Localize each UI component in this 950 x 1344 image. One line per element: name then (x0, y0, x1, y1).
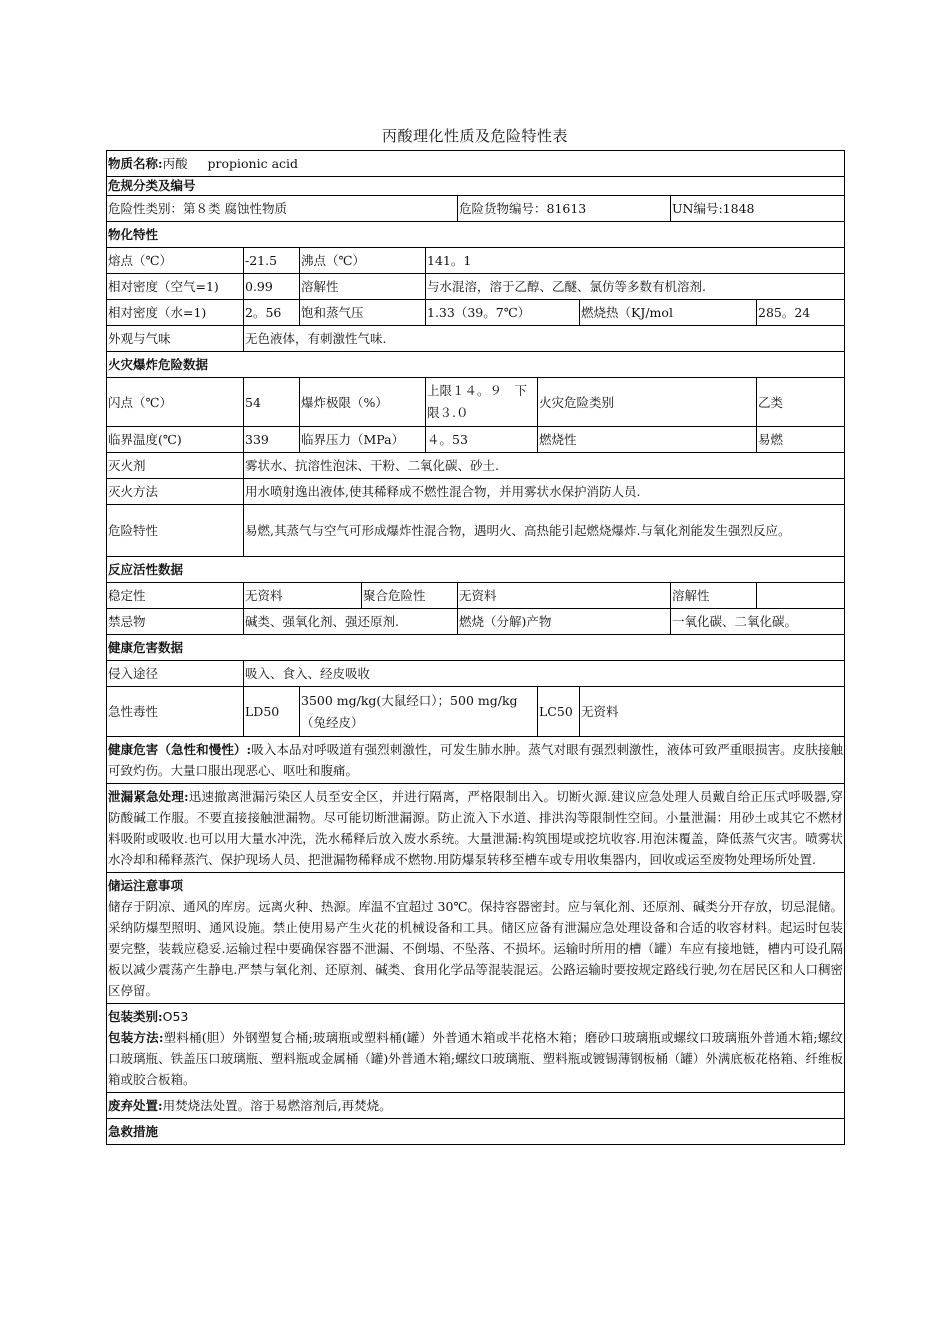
page-title: 丙酸理化性质及危险特性表 (381, 127, 568, 145)
section-health: 健康危害数据 (107, 635, 845, 661)
polymerization-value: 无资料 (458, 583, 671, 609)
packaging-class-label: 包装类别: (108, 1009, 163, 1024)
explosion-limit-value: 上限１４。９ 下限３.０ (426, 378, 538, 427)
melting-point-value: -21.5 (244, 248, 300, 274)
exposure-route-value: 吸入、食入、经皮吸收 (244, 661, 845, 687)
vapor-density-label: 相对密度（空气=1) (107, 274, 244, 300)
storage-text: 储存于阴凉、通风的库房。远离火种、热源。库温不宜超过 30℃。保持容器密封。应与氧化剂、还原剂、碱类分开存放，切忌混储。采纳防爆型照明、通风设施。禁止使用易产生火花的机械设备和工具。储区应备有泄漏应急处理设备和合适的收容材料。起运时包装要完整，装载应稳妥.运输过程中要确保容器不泄漏、不倒塌、不坠落、不损坏。运输时所用的槽（罐）车应有接地链，槽内可设孔隔板以减少震荡产生静电.严禁与氧化剂、还原剂、碱类、食用化学品等混装混运。公路运输时要按规定路线行驶,勿在居民区和人口稠密区停留。 (108, 899, 844, 998)
lc50-label: LC50 (538, 687, 580, 737)
storage-paragraph (107, 873, 845, 1004)
dangerous-goods-number: 危险货物编号：81613 (458, 196, 671, 222)
disposal-paragraph (107, 1093, 845, 1119)
danger-property-value: 易燃,其蒸气与空气可形成爆炸性混合物，遇明火、高热能引起燃烧爆炸.与氧化剂能发生强烈反应。 (244, 505, 845, 557)
extinguishing-agent-label: 灭火剂 (107, 453, 244, 479)
substance-name-cn: 丙酸 (162, 156, 188, 171)
substance-name-en: propionic acid (207, 156, 299, 171)
ld50-label: LD50 (244, 687, 300, 737)
critical-pressure-value: ４。53 (426, 427, 538, 453)
stability-label: 稳定性 (107, 583, 244, 609)
health-hazard-label: 健康危害（急性和慢性）: (108, 742, 252, 757)
hazard-category: 危险性类别：第８类 腐蚀性物质 (107, 196, 458, 222)
section-reactivity: 反应活性数据 (107, 557, 845, 583)
leak-label: 泄漏紧急处理: (108, 789, 189, 804)
boiling-point-value: 141。1 (426, 248, 845, 274)
substance-name-row (107, 151, 845, 177)
combustion-products-label: 燃烧（分解)产物 (458, 609, 671, 635)
reactivity-solubility-label: 溶解性 (671, 583, 757, 609)
flammability-label: 燃烧性 (538, 427, 757, 453)
ld50-value: 3500 mg/kg(大鼠经口）；500 mg/kg（兔经皮） (300, 687, 538, 737)
substance-name-label: 物质名称: (108, 156, 163, 171)
critical-pressure-label: 临界压力（MPa） (300, 427, 426, 453)
polymerization-label: 聚合危险性 (362, 583, 458, 609)
health-hazard-paragraph (107, 737, 845, 784)
leak-paragraph (107, 784, 845, 873)
disposal-text: 用焚烧法处置。溶于易燃溶剂后,再焚烧。 (162, 1098, 392, 1113)
critical-temp-value: 339 (244, 427, 300, 453)
extinguishing-agent-value: 雾状水、抗溶性泡沫、干粉、二氧化碳、砂土. (244, 453, 845, 479)
solubility-label: 溶解性 (300, 274, 426, 300)
extinguishing-method-label: 灭火方法 (107, 479, 244, 505)
flash-point-label: 闪点（℃） (107, 378, 244, 427)
storage-label: 储运注意事项 (108, 878, 184, 893)
exposure-route-label: 侵入途径 (107, 661, 244, 687)
health-hazard-text: 吸入本品对呼吸道有强烈刺激性，可发生肺水肿。蒸气对眼有强烈刺激性，液体可致严重眼损害。皮肤接触可致灼伤。大量口服出现恶心、呕吐和腹痛。 (108, 742, 844, 778)
first-aid-heading: 急救措施 (107, 1119, 845, 1145)
relative-density-value: 2。56 (244, 300, 300, 326)
relative-density-label: 相对密度（水=1) (107, 300, 244, 326)
un-number: UN编号:1848 (671, 196, 845, 222)
section-hazard-classification: 危规分类及编号 (107, 177, 845, 196)
vapor-pressure-value: 1.33（39。7℃） (426, 300, 580, 326)
incompatibles-label: 禁忌物 (107, 609, 244, 635)
reactivity-solubility-value (757, 583, 845, 609)
hazard-property-table (106, 150, 845, 1145)
section-fire-explosion: 火灾爆炸危险数据 (107, 352, 845, 378)
packaging-method-text: 塑料桶(胆）外钢塑复合桶;玻璃瓶或塑料桶(罐）外普通木箱或半花格木箱；磨砂口玻璃瓶或螺纹口玻璃瓶外普通木箱;螺纹口玻璃瓶、铁盖压口玻璃瓶、塑料瓶或金属桶（罐)外普通木箱;螺纹口玻璃瓶、塑料瓶或镀锡薄钢板桶（罐）外满底板花格箱、纤维板箱或胶合板箱。 (108, 1030, 844, 1087)
section-physchem: 物化特性 (107, 222, 845, 248)
danger-property-label: 危险特性 (107, 505, 244, 557)
extinguishing-method-value: 用水喷射逸出液体,使其稀释成不燃性混合物，并用雾状水保护消防人员. (244, 479, 845, 505)
fire-class-value: 乙类 (757, 378, 845, 427)
vapor-pressure-label: 饱和蒸气压 (300, 300, 426, 326)
vapor-density-value: 0.99 (244, 274, 300, 300)
lc50-value: 无资料 (580, 687, 845, 737)
combustion-products-value: 一氧化碳、二氧化碳。 (671, 609, 845, 635)
acute-toxicity-label: 急性毒性 (107, 687, 244, 737)
packaging-method-label: 包装方法: (108, 1030, 164, 1045)
stability-value: 无资料 (244, 583, 362, 609)
heat-of-combustion-label: 燃烧热（KJ/mol (580, 300, 757, 326)
melting-point-label: 熔点（℃） (107, 248, 244, 274)
appearance-label: 外观与气味 (107, 326, 244, 352)
explosion-limit-label: 爆炸极限（%） (300, 378, 426, 427)
boiling-point-label: 沸点（℃） (300, 248, 426, 274)
disposal-label: 废弃处置: (108, 1098, 163, 1113)
critical-temp-label: 临界温度(℃) (107, 427, 244, 453)
flash-point-value: 54 (244, 378, 300, 427)
appearance-value: 无色液体，有刺激性气味. (244, 326, 845, 352)
flammability-value: 易燃 (757, 427, 845, 453)
leak-text: 迅速撤离泄漏污染区人员至安全区，并进行隔离，严格限制出入。切断火源.建议应急处理人员戴自给正压式呼吸器,穿防酸碱工作服。不要直接接触泄漏物。尽可能切断泄漏源。防止流入下水道、排洪沟等限制性空间。小量泄漏：用砂土或其它不燃材料吸附或吸收.也可以用大量水冲洗，洗水稀释后放入废水系统。大量泄漏:构筑围堤或挖坑收容.用泡沫覆盖，降低蒸气灾害。喷雾状水冷却和稀释蒸汽、保护现场人员、把泄漏物稀释成不燃物.用防爆泵转移至槽车或专用收集器内，回收或运至废物处理场所处置. (108, 789, 844, 867)
incompatibles-value: 碱类、强氧化剂、强还原剂. (244, 609, 458, 635)
packaging-paragraph (107, 1004, 845, 1093)
solubility-value: 与水混溶，溶于乙醇、乙醚、氯仿等多数有机溶剂. (426, 274, 845, 300)
heat-of-combustion-value: 285。24 (757, 300, 845, 326)
packaging-class-value: O53 (162, 1009, 189, 1024)
fire-class-label: 火灾危险类别 (538, 378, 757, 427)
